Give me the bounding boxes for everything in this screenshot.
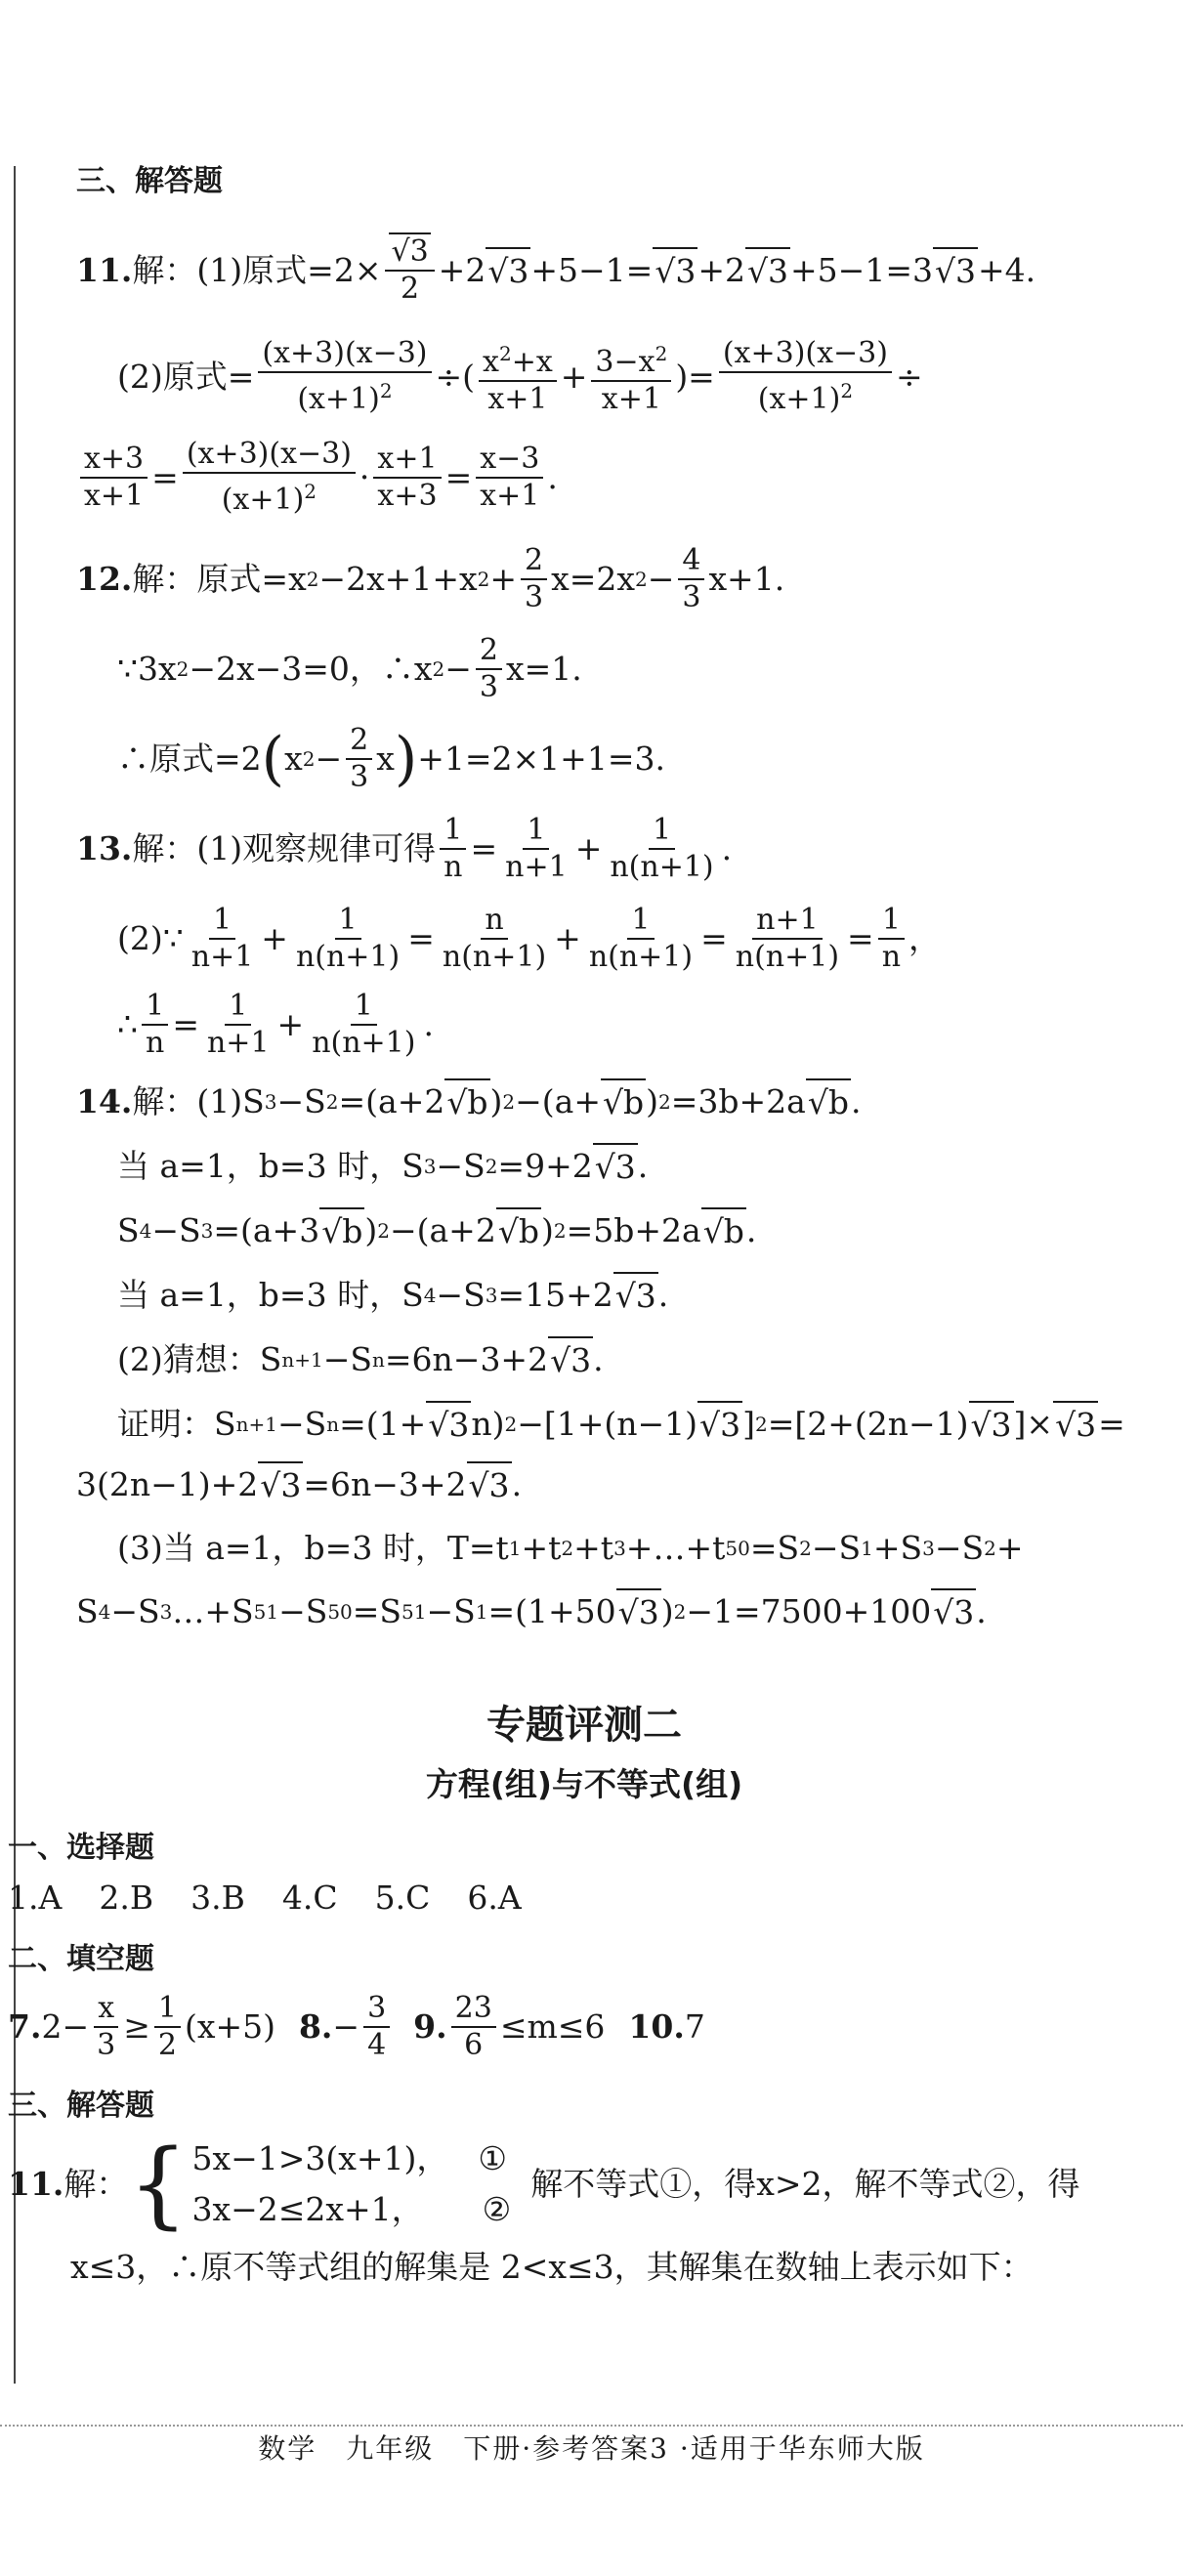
answer-page: [8, 156, 1125, 2290]
q11b-line1: 11. 解： { 5x−1>3(x+1)， ① 3x−2≤2x+1， ② 解不等式①，得x>2，解不等式②，得: [8, 2130, 1080, 2239]
inequality-system: { 5x−1>3(x+1)， ① 3x−2≤2x+1， ②: [128, 2130, 512, 2239]
q11-line2: (2)原式= $\frac{(x+3)(x-3)}{(x+1)^2}$ ÷( $x^2+x$ x+1 + $\frac{3-x^2}{x+1}$ )= $\frac{(x+3)(x-3)}{(x+1)^2}$ ÷: [117, 336, 923, 416]
q14-line4: 当 a=1，b=3 时，S 4 −S 3 =15+2 √3 .: [76, 1272, 1092, 1319]
chapter-subtitle: 方程(组)与不等式(组): [425, 1765, 743, 1803]
q14-line3: S 4 −S 3 =(a+3 √b ) 2 −(a+2 √b ) 2 =5b+2a √b .: [76, 1207, 1092, 1254]
footer-divider: [0, 2425, 1183, 2427]
q12-line3: ∴原式=2 ( x 2 − $\frac{2}{3}$ x ) +1=2×1+1=3.: [117, 723, 665, 794]
q14-line8: (3)当 a=1，b=3 时，T=t 1 +t 2 +t 3 +…+t 50 =S 2 −S 1 +S 3 −S 2 +: [117, 1529, 1024, 1567]
q14-line2: 当 a=1，b=3 时，S 3 −S 2 =9+2 √3 .: [76, 1143, 1092, 1190]
page-footer: 数学 九年级 下册·参考答案3 ·适用于华东师大版: [258, 2432, 925, 2465]
q14-line7: 3(2n−1)+2 √3 =6n−3+2 √3 .: [76, 1461, 1092, 1508]
fraction: $\frac{√3}{2}$: [385, 234, 434, 307]
q13-line2: (2)∵ 1 n+1 + $\frac{1}{n(n+1)}$ = $\frac{n}{n(n+1)}$ + $\frac{1}{n(n+1)}$ = $\frac{n+1}{n(n+1)}$ = $\frac{1}{n}$ ，: [117, 903, 942, 974]
q11b-line2: x≤3，∴原不等式组的解集是 2<x≤3，其解集在数轴上表示如下：: [70, 2248, 1034, 2286]
q13-line1: 13. 解：(1)观察规律可得 $\frac{1}{n}$ = $\frac{1}{n+1}$ + $\frac{1}{n(n+1)}$ .: [76, 813, 733, 884]
section-heading: 三、解答题: [8, 2089, 154, 2123]
fill-answers: 7. 2− $\frac{x}{3}$ ≥ $\frac{1}{2}$ (x+5) 8. − $\frac{3}{4}$ 9. $\frac{23}{6}$ ≤m≤6 10. 7: [8, 1991, 705, 2062]
choice-answers: 1.A 2.B 3.B 4.C 5.C 6.A: [8, 1879, 522, 1917]
q14-line1: 14. 解：(1)S 3 −S 2 =(a+2 √b ) 2 −(a+ √b ) 2 =3b+2a √b .: [76, 1078, 1092, 1125]
q14-line9: S 4 −S 3 …+S 51 −S 50 =S 51 −S 1 =(1+50 √3 ) 2 −1=7500+100 √3 .: [76, 1588, 1092, 1635]
q11-line1: 11. 解：(1)原式=2× $\frac{√3}{2}$ +2 √3 +5−1= √3 +2 √3 +5−1=3 √3 +4.: [76, 234, 1036, 306]
section-heading: 三、解答题: [76, 164, 223, 198]
chapter-title: 专题评测二: [486, 1703, 682, 1748]
q14-line5: (2)猜想：S n+1 −S n =6n−3+2 √3 .: [76, 1336, 1092, 1383]
q12-line1: 12. 解：原式=x 2 −2x+1+x 2 + $\frac{2}{3}$ x=2x 2 − $\frac{4}{3}$ x+1.: [76, 543, 785, 614]
q14-line6: 证明：S n+1 −S n =(1+ √3 n) 2 −[1+(n−1) √3 ] 2 =[2+(2n−1) √3 ]× √3 =: [76, 1401, 1092, 1448]
section-heading: 二、填空题: [8, 1942, 154, 1976]
q11-line3: $\frac{x+3}{x+1}$ = $\frac{(x+3)(x-3)}{(x+1)^2}$ · $\frac{x+1}{x+3}$ = $\frac{x-3}{x+1}$ .: [76, 437, 1092, 518]
q13-line3: ∴ $\frac{1}{n}$ = $\frac{1}{n+1}$ + $\frac{1}{n(n+1)}$ .: [117, 989, 434, 1060]
q12-line2: ∵3x 2 −2x−3=0，∴x 2 − $\frac{2}{3}$ x=1.: [117, 633, 582, 704]
section-heading: 一、选择题: [8, 1831, 154, 1865]
